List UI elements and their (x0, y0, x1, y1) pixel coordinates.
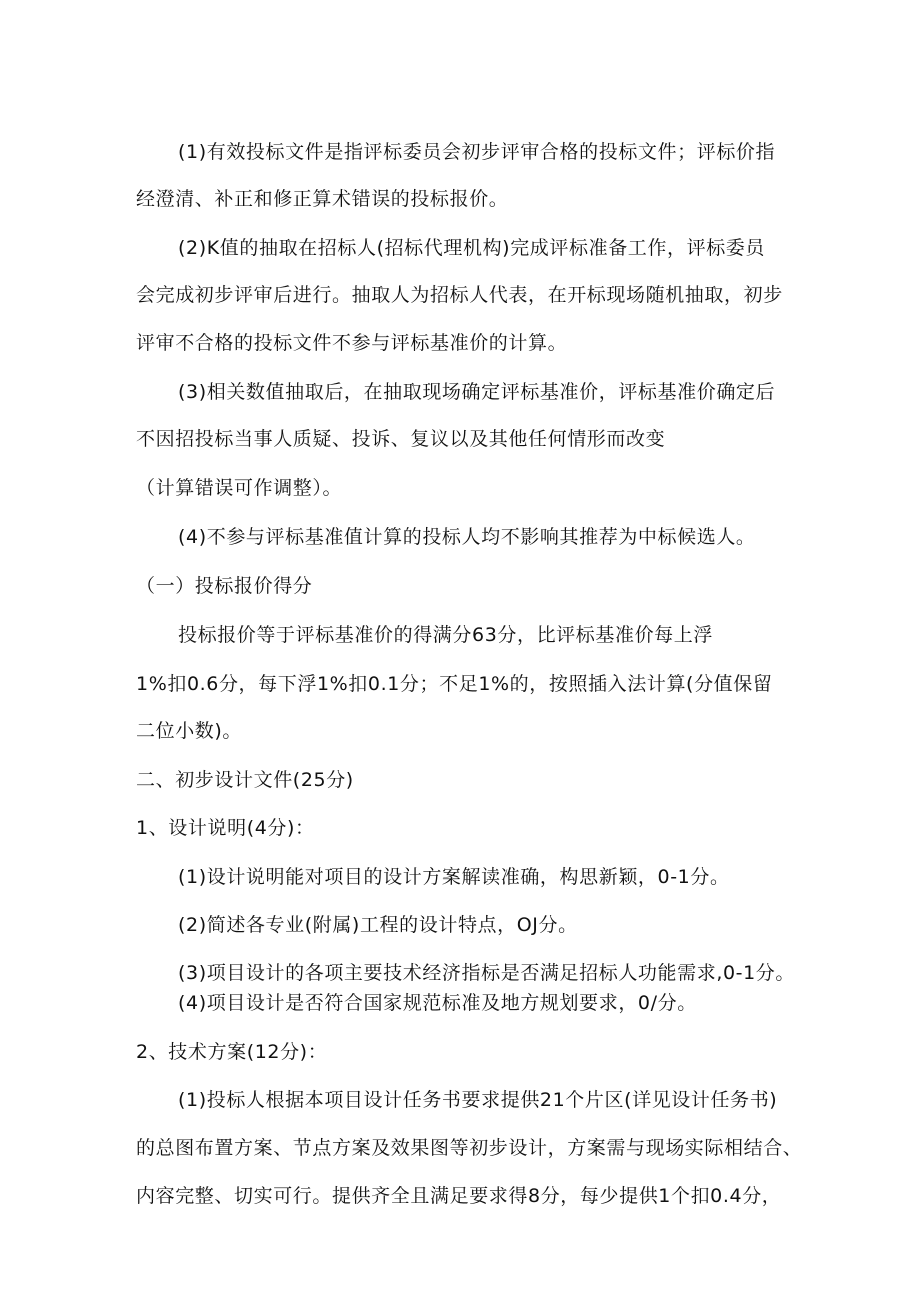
paragraph-2-line-1: (2)K值的抽取在招标人(招标代理机构)完成评标准备工作，评标委员 (178, 237, 765, 259)
paragraph-1-line-2: 经澄清、补正和修正算术错误的投标报价。 (136, 188, 509, 210)
paragraph-2-line-2: 会完成初步评审后进行。抽取人为招标人代表，在开标现场随机抽取，初步 (136, 284, 783, 306)
subheading-design-description: 1、设计说明(4分)： (136, 817, 315, 839)
design-item-4: (4)项目设计是否符合国家规范标准及地方规划要求，0/分。 (178, 992, 697, 1014)
section-heading-preliminary-design: 二、初步设计文件(25分) (136, 769, 354, 791)
paragraph-5-line-2: 1%扣0.6分，每下浮1%扣0.1分；不足1%的，按照插入法计算(分值保留 (136, 673, 773, 695)
paragraph-4-line-1: (4)不参与评标基准值计算的投标人均不影响其推荐为中标候选人。 (178, 526, 756, 548)
paragraph-1-line-1: (1)有效投标文件是指评标委员会初步评审合格的投标文件；评标价指 (178, 141, 776, 163)
paragraph-6-line-2: 的总图布置方案、节点方案及效果图等初步设计，方案需与现场实际相结合、 (136, 1137, 803, 1159)
paragraph-3-line-3: （计算错误可作调整）。 (136, 477, 343, 499)
section-heading-bid-price-score: （一）投标报价得分 (136, 575, 313, 597)
design-item-1: (1)设计说明能对项目的设计方案解读准确，构思新颖，0-1分。 (178, 866, 730, 888)
design-item-3: (3)项目设计的各项主要技术经济指标是否满足招标人功能需求,0-1分。 (178, 962, 795, 984)
paragraph-3-line-2: 不因招投标当事人质疑、投诉、复议以及其他任何情形而改变 (136, 428, 666, 450)
subheading-technical-scheme: 2、技术方案(12分)： (136, 1041, 328, 1063)
paragraph-2-line-3: 评审不合格的投标文件不参与评标基准价的计算。 (136, 332, 568, 354)
paragraph-5-line-1: 投标报价等于评标基准价的得满分63分，比评标基准价每上浮 (178, 624, 713, 646)
paragraph-6-line-1: (1)投标人根据本项目设计任务书要求提供21个片区(详见设计任务书) (178, 1089, 778, 1111)
paragraph-5-line-3: 二位小数)。 (136, 720, 243, 742)
paragraph-3-line-1: (3)相关数值抽取后，在抽取现场确定评标基准价，评标基准价确定后 (178, 381, 776, 403)
design-item-2: (2)简述各专业(附属)工程的设计特点，OJ分。 (178, 914, 578, 936)
paragraph-6-line-3: 内容完整、切实可行。提供齐全且满足要求得8分，每少提供1个扣0.4分， (136, 1185, 782, 1207)
